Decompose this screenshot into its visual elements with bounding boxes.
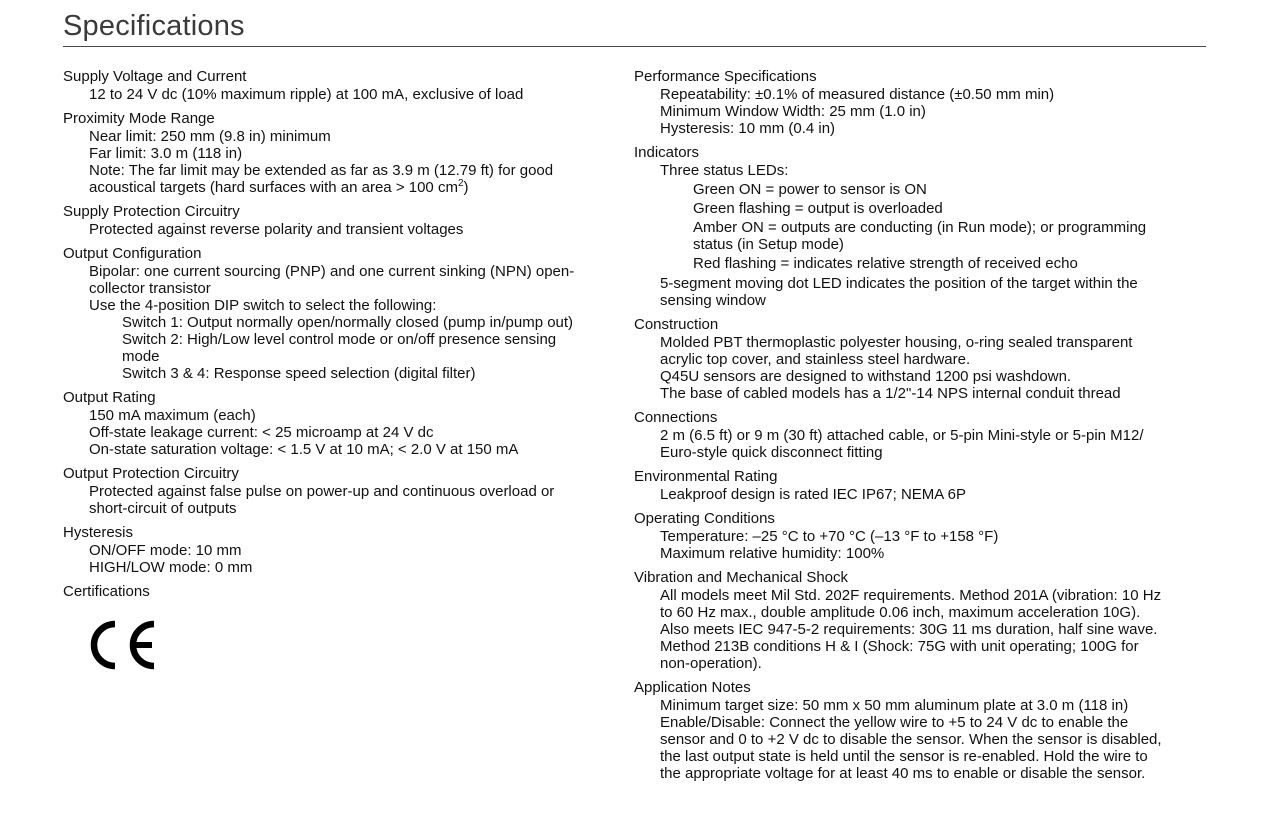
spec-line: non-operation).	[660, 655, 762, 672]
spec-subline: mode	[122, 348, 160, 365]
spec-line: sensor and 0 to +2 V dc to disable the sensor. When the sensor is disabled,	[660, 731, 1162, 748]
spec-subline: Switch 2: High/Low level control mode or on/off presence sensing	[122, 331, 557, 348]
spec-output-rating	[63, 389, 608, 458]
spec-vibration-shock	[634, 569, 1199, 672]
section-heading: Proximity Mode Range	[63, 110, 215, 127]
spec-supply-protection	[63, 203, 608, 238]
spec-line: Molded PBT thermoplastic polyester housing, o-ring sealed transparent	[660, 334, 1133, 351]
section-heading: Indicators	[634, 144, 700, 161]
spec-line: Q45U sensors are designed to withstand 1200 psi washdown.	[660, 368, 1072, 385]
section-heading: Certifications	[63, 583, 150, 600]
spec-certifications	[63, 583, 608, 677]
spec-line: Method 213B conditions H & I (Shock: 75G with unit operating; 100G for	[660, 638, 1139, 655]
section-heading: Construction	[634, 316, 719, 333]
section-heading: Operating Conditions	[634, 510, 775, 527]
spec-line: All models meet Mil Std. 202F requirements. Method 201A (vibration: 10 Hz	[660, 587, 1162, 604]
spec-line: Also meets IEC 947-5-2 requirements: 30G 11 ms duration, half sine wave.	[660, 621, 1158, 638]
section-heading: Environmental Rating	[634, 468, 778, 485]
spec-line: Protected against false pulse on power-up and continuous overload or	[89, 483, 555, 500]
spec-line: short-circuit of outputs	[89, 500, 237, 517]
spec-line: Repeatability: ±0.1% of measured distance (±0.50 mm min)	[660, 86, 1055, 103]
spec-line: collector transistor	[89, 280, 211, 297]
spec-output-protection	[63, 465, 608, 517]
spec-line: Temperature: –25 °C to +70 °C (–13 °F to +158 °F)	[660, 528, 999, 545]
spec-line: 12 to 24 V dc (10% maximum ripple) at 100 mA, exclusive of load	[89, 86, 524, 103]
spec-line: Off-state leakage current: < 25 microamp at 24 V dc	[89, 424, 434, 441]
spec-performance	[634, 68, 1199, 137]
spec-line-area	[63, 180, 608, 196]
section-heading: Application Notes	[634, 679, 751, 696]
spec-line: Use the 4-position DIP switch to select the following:	[89, 297, 437, 314]
spec-line: 2 m (6.5 ft) or 9 m (30 ft) attached cable, or 5-pin Mini-style or 5-pin M12/	[660, 427, 1144, 444]
left-column	[63, 68, 608, 684]
ce-mark-icon	[88, 618, 160, 672]
spec-indicators	[634, 144, 1199, 309]
section-heading: Supply Protection Circuitry	[63, 203, 240, 220]
spec-line: Protected against reverse polarity and transient voltages	[89, 221, 464, 238]
spec-operating-conditions	[634, 510, 1199, 562]
spec-line: On-state saturation voltage: < 1.5 V at 10 mA; < 2.0 V at 150 mA	[89, 441, 519, 458]
spec-text: )	[463, 179, 469, 196]
spec-construction	[634, 316, 1199, 402]
spec-line: sensing window	[660, 292, 766, 309]
spec-line: Note: The far limit may be extended as far as 3.9 m (12.79 ft) for good	[89, 162, 554, 179]
spec-subline: Switch 3 & 4: Response speed selection (digital filter)	[122, 365, 476, 382]
spec-line: Far limit: 3.0 m (118 in)	[89, 145, 243, 162]
spec-line: Minimum Window Width: 25 mm (1.0 in)	[660, 103, 926, 120]
spec-subline: Red flashing = indicates relative strength of received echo	[693, 255, 1078, 272]
spec-supply-voltage	[63, 68, 608, 103]
spec-line: Three status LEDs:	[660, 162, 789, 179]
spec-output-configuration	[63, 245, 608, 382]
spec-line: to 60 Hz max., double amplitude 0.06 inch, maximum acceleration 10G).	[660, 604, 1141, 621]
right-column	[634, 68, 1199, 789]
section-heading: Output Protection Circuitry	[63, 465, 239, 482]
section-heading: Supply Voltage and Current	[63, 68, 247, 85]
spec-subline: Green ON = power to sensor is ON	[693, 181, 927, 198]
spec-proximity-range	[63, 110, 608, 196]
section-heading: Output Configuration	[63, 245, 202, 262]
spec-line: ON/OFF mode: 10 mm	[89, 542, 242, 559]
spec-subline: status (in Setup mode)	[693, 236, 844, 253]
spec-line: 150 mA maximum (each)	[89, 407, 256, 424]
spec-line: Leakproof design is rated IEC IP67; NEMA 6P	[660, 486, 966, 503]
spec-line: the appropriate voltage for at least 40 ms to enable or disable the sensor.	[660, 765, 1146, 782]
spec-line: Near limit: 250 mm (9.8 in) minimum	[89, 128, 331, 145]
page-title: Specifications	[63, 10, 245, 42]
section-heading: Vibration and Mechanical Shock	[634, 569, 849, 586]
spec-line: the last output state is held until the sensor is re-enabled. Hold the wire to	[660, 748, 1148, 765]
section-heading: Output Rating	[63, 389, 156, 406]
spec-line: Euro-style quick disconnect fitting	[660, 444, 883, 461]
spec-text: acoustical targets (hard surfaces with an area > 100 cm	[89, 179, 458, 196]
spec-environmental-rating	[634, 468, 1199, 503]
spec-line: Hysteresis: 10 mm (0.4 in)	[660, 120, 836, 137]
section-heading: Connections	[634, 409, 718, 426]
spec-line: HIGH/LOW mode: 0 mm	[89, 559, 253, 576]
spec-connections	[634, 409, 1199, 461]
superscript: 2	[457, 178, 464, 189]
section-heading: Hysteresis	[63, 524, 134, 541]
title-divider	[63, 46, 1206, 47]
spec-hysteresis	[63, 524, 608, 576]
spec-line: acrylic top cover, and stainless steel hardware.	[660, 351, 971, 368]
spec-line: The base of cabled models has a 1/2"-14 NPS internal conduit thread	[660, 385, 1121, 402]
spec-line: Enable/Disable: Connect the yellow wire to +5 to 24 V dc to enable the	[660, 714, 1129, 731]
spec-line: Maximum relative humidity: 100%	[660, 545, 885, 562]
spec-line: Bipolar: one current sourcing (PNP) and one current sinking (NPN) open-	[89, 263, 575, 280]
spec-subline: Green flashing = output is overloaded	[693, 200, 943, 217]
spec-application-notes	[634, 679, 1199, 782]
section-heading: Performance Specifications	[634, 68, 817, 85]
spec-line: 5-segment moving dot LED indicates the position of the target within the	[660, 275, 1138, 292]
spec-subline: Amber ON = outputs are conducting (in Run mode); or programming	[693, 219, 1147, 236]
spec-subline: Switch 1: Output normally open/normally closed (pump in/pump out)	[122, 314, 574, 331]
spec-line: Minimum target size: 50 mm x 50 mm aluminum plate at 3.0 m (118 in)	[660, 697, 1129, 714]
